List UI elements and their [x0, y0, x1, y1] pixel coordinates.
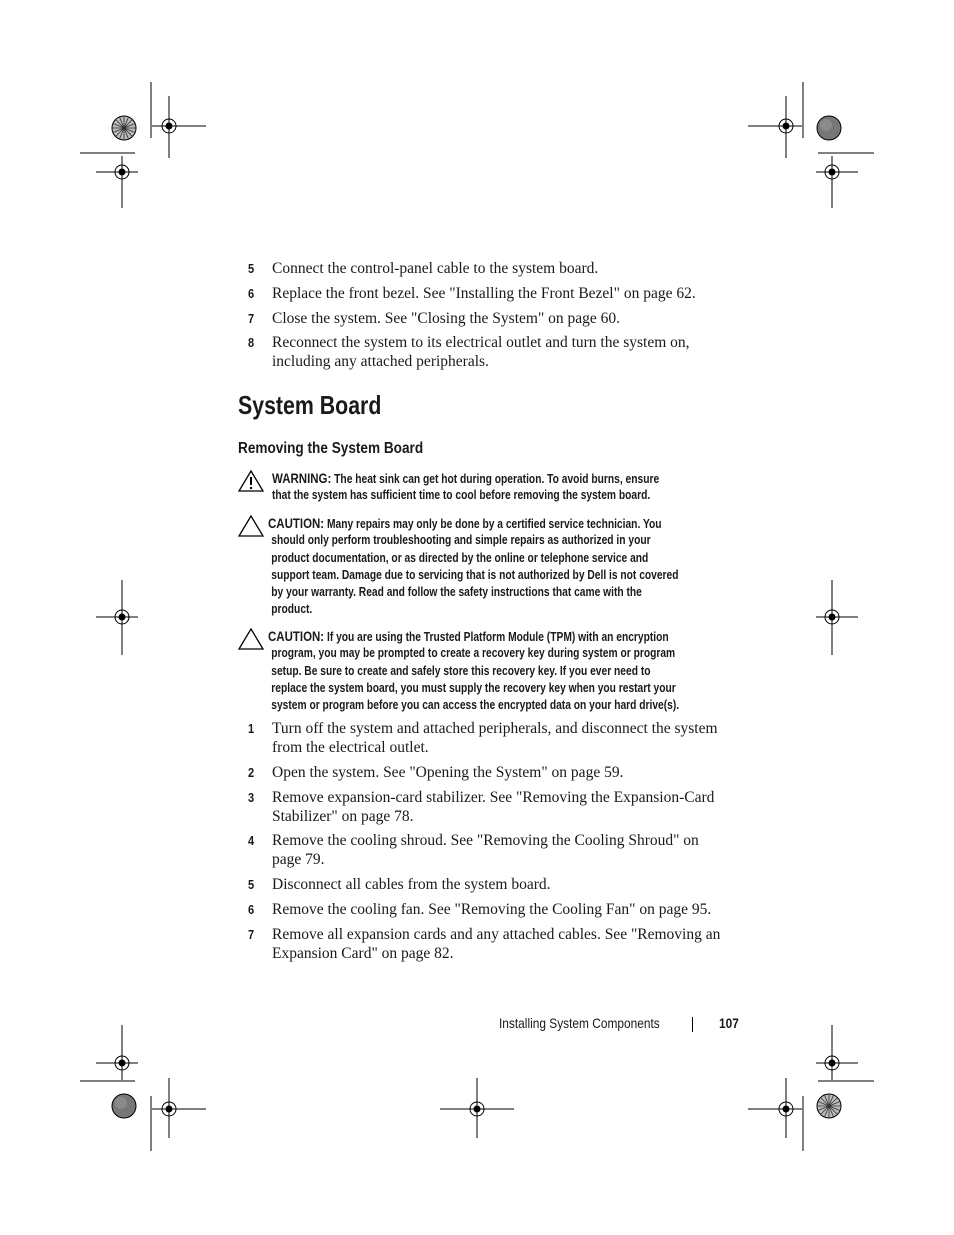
- step-text-line: from the electrical outlet.: [272, 739, 429, 756]
- step-text-line: Remove the cooling shroud. See "Removing the Cooling Shroud" on: [272, 832, 699, 849]
- caution-text-line: If you are using the Trusted Platform Module (TPM) with an encryption: [326, 630, 669, 644]
- step-text: Close the system. See "Closing the System" on page 60.: [272, 310, 621, 327]
- page-number: 107: [719, 1015, 739, 1031]
- step-number: 1: [248, 721, 255, 736]
- step-text-line: Expansion Card" on page 82.: [272, 945, 454, 962]
- step-text-line: Reconnect the system to its electrical outlet and turn the system on,: [272, 334, 690, 351]
- step-text: Replace the front bezel. See "Installing the Front Bezel" on page 62.: [272, 285, 696, 302]
- step-text-line: page 79.: [272, 851, 325, 868]
- section-title: Removing the System Board: [238, 440, 424, 457]
- caution-text-line: product documentation, or as directed by the online or telephone service and: [271, 550, 649, 565]
- caution-label: CAUTION:: [268, 628, 325, 644]
- step-text-line: Disconnect all cables from the system board.: [272, 876, 551, 893]
- page-title: System Board: [238, 390, 382, 420]
- step-number: 8: [248, 335, 255, 350]
- warning-text-line: The heat sink can get hot during operation. To avoid burns, ensure: [334, 472, 660, 486]
- step-number: 7: [248, 311, 255, 326]
- step-text-line: Remove expansion-card stabilizer. See "Removing the Expansion-Card: [272, 789, 715, 806]
- step-number: 7: [248, 927, 255, 942]
- caution-text-line: setup. Be sure to create and safely store this recovery key. If you ever need to: [271, 663, 651, 678]
- caution-text-line: replace the system board, you must supply the recovery key when you restart your: [271, 680, 676, 695]
- step-number: 3: [248, 790, 255, 805]
- caution-text-line: Many repairs may only be done by a certified service technician. You: [326, 517, 662, 531]
- step-text-line: Turn off the system and attached peripherals, and disconnect the system: [272, 720, 718, 737]
- step-number: 4: [248, 833, 255, 848]
- step-text-line: Stabilizer" on page 78.: [272, 808, 414, 825]
- caution-icon: [238, 628, 264, 650]
- caution-text-line: by your warranty. Read and follow the safety instructions that came with the: [271, 585, 642, 600]
- step-text-line: Open the system. See "Opening the System" on page 59.: [272, 764, 624, 781]
- step-number: 5: [248, 261, 255, 276]
- caution-text-line: should only perform troubleshooting and simple repairs as authorized in your: [271, 533, 651, 548]
- caution-text-line: program, you may be prompted to create a recovery key during system or program: [271, 646, 676, 661]
- warning-label: WARNING:: [272, 470, 332, 486]
- step-number: 2: [248, 765, 255, 780]
- step-text-line: Remove the cooling fan. See "Removing the Cooling Fan" on page 95.: [272, 901, 712, 918]
- step-text-line: Remove all expansion cards and any attached cables. See "Removing an: [272, 926, 721, 943]
- step-number: 6: [248, 286, 255, 301]
- caution-text-line: product.: [271, 602, 313, 617]
- caution-text-line: system or program before you can access the encrypted data on your hard drive(s).: [271, 698, 680, 713]
- footer-section-title: Installing System Components: [499, 1015, 660, 1031]
- caution-icon: [238, 515, 264, 537]
- step-number: 6: [248, 902, 255, 917]
- warning-text-line: that the system has sufficient time to cool before removing the system board.: [272, 488, 651, 503]
- warning-icon: [238, 470, 264, 492]
- step-text: Connect the control-panel cable to the system board.: [272, 260, 599, 277]
- step-number: 5: [248, 877, 255, 892]
- step-text-line: including any attached peripherals.: [272, 353, 489, 370]
- footer-divider: [692, 1017, 693, 1032]
- caution-text-line: support team. Damage due to servicing that is not authorized by Dell is not covered: [271, 567, 679, 582]
- caution-label: CAUTION:: [268, 515, 325, 531]
